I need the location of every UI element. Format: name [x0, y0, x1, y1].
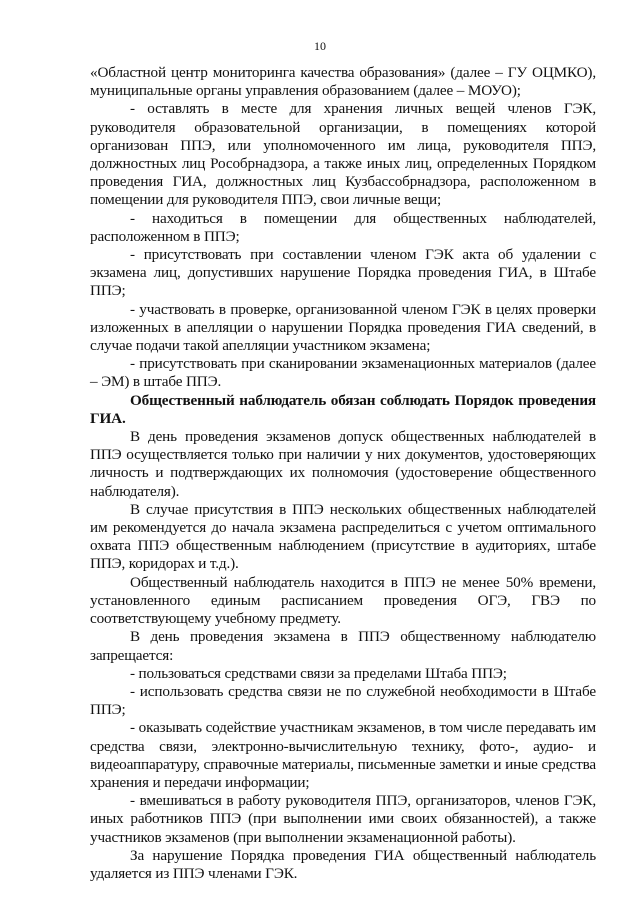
paragraph: - пользоваться средствами связи за пределами Штаба ППЭ;	[130, 664, 507, 682]
paragraph: В день проведения экзаменов допуск общественных наблюдателей в ППЭ осуществляется только при наличии у них документов, удостоверяющих личность и подтверждающих их полномочия (удостоверение общественного наблюдателя).	[90, 428, 596, 500]
paragraph: За нарушение Порядка проведения ГИА общественный наблюдатель удаляется из ППЭ членами ГЭК.	[90, 846, 596, 882]
paragraph: В случае присутствия в ППЭ нескольких общественных наблюдателей им рекомендуется до начала экзамена распределиться с учетом оптимального охвата ППЭ общественным наблюдением (присутствие в аудиториях, штабе ППЭ, коридорах и т.д.).	[90, 500, 596, 573]
paragraph: - присутствовать при составлении членом ГЭК акта об удалении с экзамена лиц, допустивших нарушение Порядка проведения ГИА, в Штабе ППЭ;	[90, 246, 596, 300]
paragraph: В день проведения экзамена в ППЭ общественному наблюдателю запрещается:	[90, 628, 596, 664]
paragraph: - оказывать содействие участникам экзаменов, в том числе передавать им средства связи, электронно-вычислительную технику, фото-, аудио- и видеоаппаратуру, справочные материалы, письменные заметки и иные средства хранения и передачи информации;	[90, 719, 596, 791]
paragraph: - участвовать в проверке, организованной членом ГЭК в целях проверки изложенных в апелляции о нарушении Порядка проведения ГИА сведений, в случае подачи такой апелляции участником экзамена;	[90, 300, 596, 355]
paragraph: - оставлять в месте для хранения личных вещей членов ГЭК, руководителя образовательной организации, в помещениях которой организован ППЭ, или уполномоченного им лица, руководителя ППЭ, должностных лиц Рособрнадзора, а также иных лиц, определенных Порядком проведения ГИА, должностных лиц Кузбассобрнадзора, расположенном в помещении для руководителя ППЭ, свои личные вещи;	[90, 100, 596, 209]
paragraph: - находиться в помещении для общественных наблюдателей, расположенном в ППЭ;	[90, 209, 596, 245]
paragraph: - использовать средства связи не по служебной необходимости в Штабе ППЭ;	[90, 682, 596, 719]
paragraph: - присутствовать при сканировании экзаменационных материалов (далее – ЭМ) в штабе ППЭ.	[90, 355, 596, 391]
bold-paragraph: Общественный наблюдатель обязан соблюдать Порядок проведения ГИА.	[90, 391, 596, 427]
paragraph: - вмешиваться в работу руководителя ППЭ, организаторов, членов ГЭК, иных работников ППЭ (при выполнении ими своих обязанностей), а также участников экзаменов (при выполнении экзаменационной работы).	[90, 792, 596, 846]
document-body	[90, 64, 596, 883]
page-number: 10	[314, 39, 326, 53]
paragraph: «Областной центр мониторинга качества образования» (далее – ГУ ОЦМКО), муниципальные органы управления образованием (далее – МОУО);	[90, 64, 596, 100]
paragraph: Общественный наблюдатель находится в ППЭ не менее 50% времени, установленного единым расписанием проведения ОГЭ, ГВЭ по соответствующему учебному предмету.	[90, 573, 596, 628]
